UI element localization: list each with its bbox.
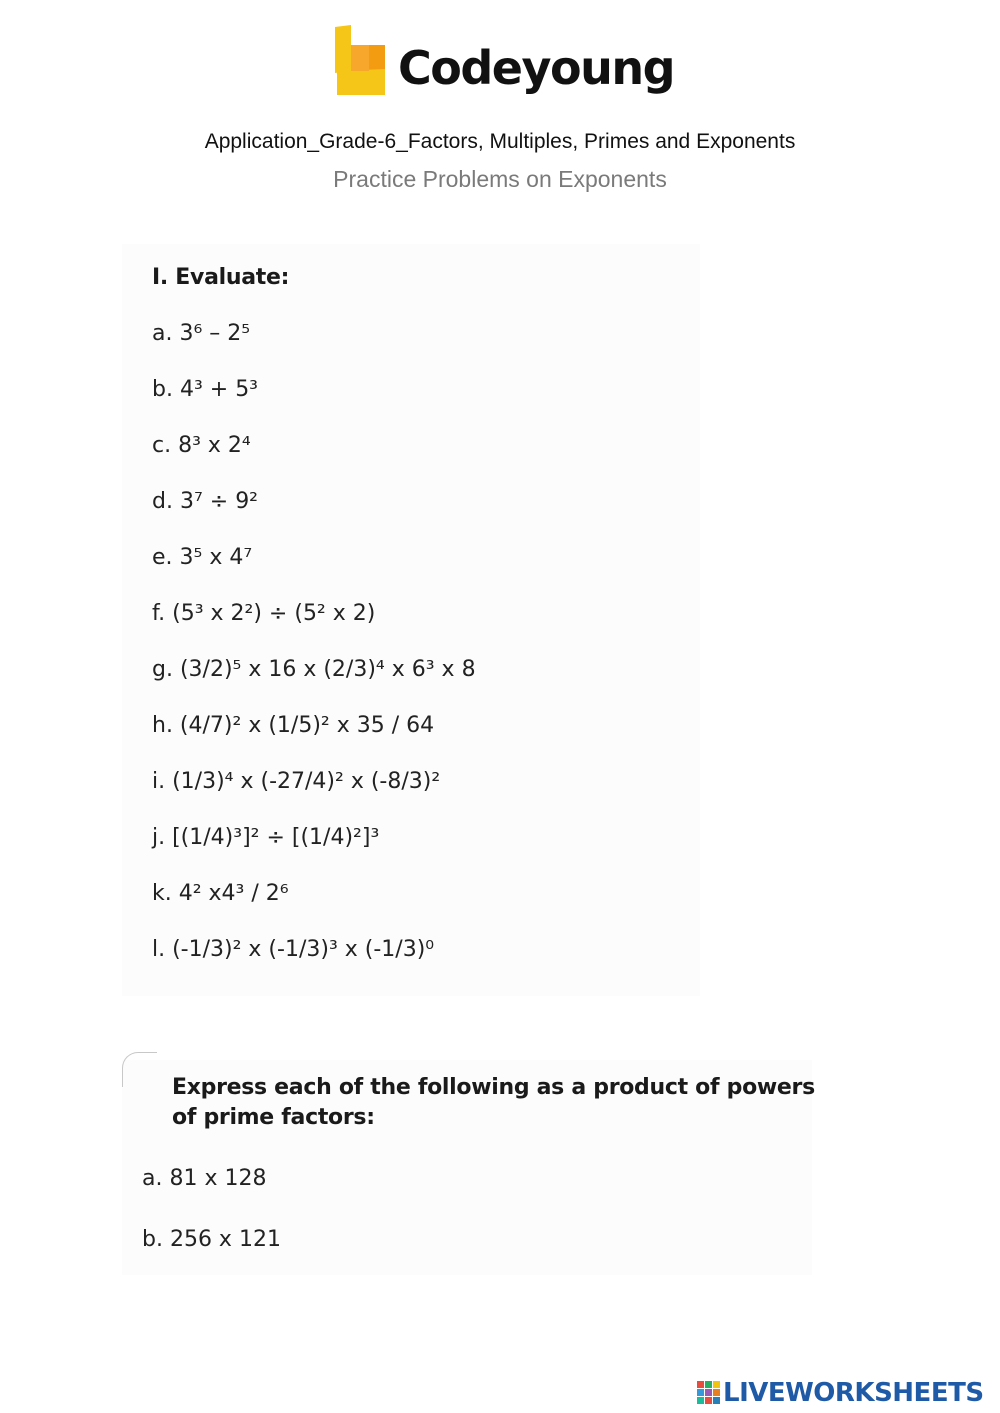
question-item: h. (4/7)² x (1/5)² x 35 / 64 bbox=[152, 713, 435, 738]
question-item: c. 8³ x 2⁴ bbox=[152, 433, 251, 458]
question-item: b. 4³ + 5³ bbox=[152, 377, 259, 402]
codeyoung-logo-icon bbox=[333, 25, 387, 97]
question-item: a. 3⁶ – 2⁵ bbox=[152, 321, 251, 346]
brand-name: Codeyoung bbox=[398, 41, 674, 95]
section-heading-prime-line1: Express each of the following as a product of powers bbox=[172, 1075, 815, 1100]
question-item: a. 81 x 128 bbox=[142, 1166, 267, 1191]
watermark-text: LIVEWORKSHEETS bbox=[723, 1378, 984, 1408]
question-item: b. 256 x 121 bbox=[142, 1227, 281, 1252]
question-item: i. (1/3)⁴ x (-27/4)² x (-8/3)² bbox=[152, 769, 441, 794]
question-item: e. 3⁵ x 4⁷ bbox=[152, 545, 253, 570]
section-heading-prime-line2: of prime factors: bbox=[172, 1105, 375, 1130]
question-item: k. 4² x4³ / 2⁶ bbox=[152, 881, 289, 906]
question-item: f. (5³ x 2²) ÷ (5² x 2) bbox=[152, 601, 376, 626]
question-item: l. (-1/3)² x (-1/3)³ x (-1/3)⁰ bbox=[152, 937, 435, 962]
question-item: d. 3⁷ ÷ 9² bbox=[152, 489, 259, 514]
corner-bracket-decoration bbox=[122, 1052, 157, 1087]
page-title: Application_Grade-6_Factors, Multiples, Primes and Exponents bbox=[204, 130, 796, 153]
question-item: g. (3/2)⁵ x 16 x (2/3)⁴ x 6³ x 8 bbox=[152, 657, 476, 682]
page-subtitle: Practice Problems on Exponents bbox=[333, 166, 667, 192]
liveworksheets-logo-icon bbox=[697, 1381, 721, 1405]
question-item: j. [(1/4)³]² ÷ [(1/4)²]³ bbox=[152, 825, 380, 850]
section-heading-evaluate: I. Evaluate: bbox=[152, 265, 290, 290]
